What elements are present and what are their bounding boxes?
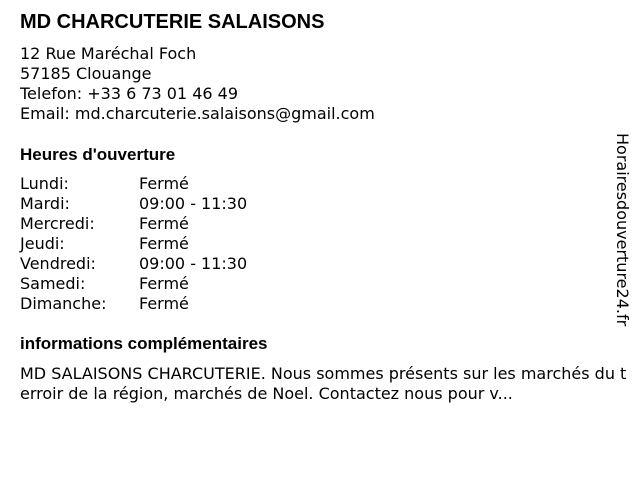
day-label: Vendredi:: [20, 254, 96, 273]
day-label: Dimanche:: [20, 294, 107, 313]
hours-value: Fermé: [139, 294, 189, 313]
email-address: Email: md.charcuterie.salaisons@gmail.com: [20, 104, 375, 123]
hours-value: Fermé: [139, 174, 189, 193]
street-address: 12 Rue Maréchal Foch: [20, 44, 197, 63]
additional-info-heading: informations complémentaires: [20, 334, 268, 353]
contact-block: [20, 44, 375, 124]
day-label: Jeudi:: [20, 234, 65, 253]
hours-value: Fermé: [139, 234, 189, 253]
phone-number: Telefon: +33 6 73 01 46 49: [20, 84, 239, 103]
watermark-text: Horairesdouverture24.fr: [613, 133, 632, 327]
day-label: Samedi:: [20, 274, 86, 293]
opening-hours-heading: Heures d'ouverture: [20, 145, 176, 164]
business-name: MD CHARCUTERIE SALAISONS: [20, 11, 325, 33]
day-label: Lundi:: [20, 174, 69, 193]
hours-value: 09:00 - 11:30: [139, 194, 248, 213]
day-label: Mercredi:: [20, 214, 95, 233]
hours-value: 09:00 - 11:30: [139, 254, 248, 273]
business-description: MD SALAISONS CHARCUTERIE. Nous sommes présents sur les marchés du terroir de la région, marchés de Noel. Contactez nous pour v...: [20, 364, 627, 403]
hours-value: Fermé: [139, 274, 189, 293]
site-watermark: [612, 133, 632, 343]
city-postcode: 57185 Clouange: [20, 64, 152, 83]
day-label: Mardi:: [20, 194, 70, 213]
hours-value: Fermé: [139, 214, 189, 233]
